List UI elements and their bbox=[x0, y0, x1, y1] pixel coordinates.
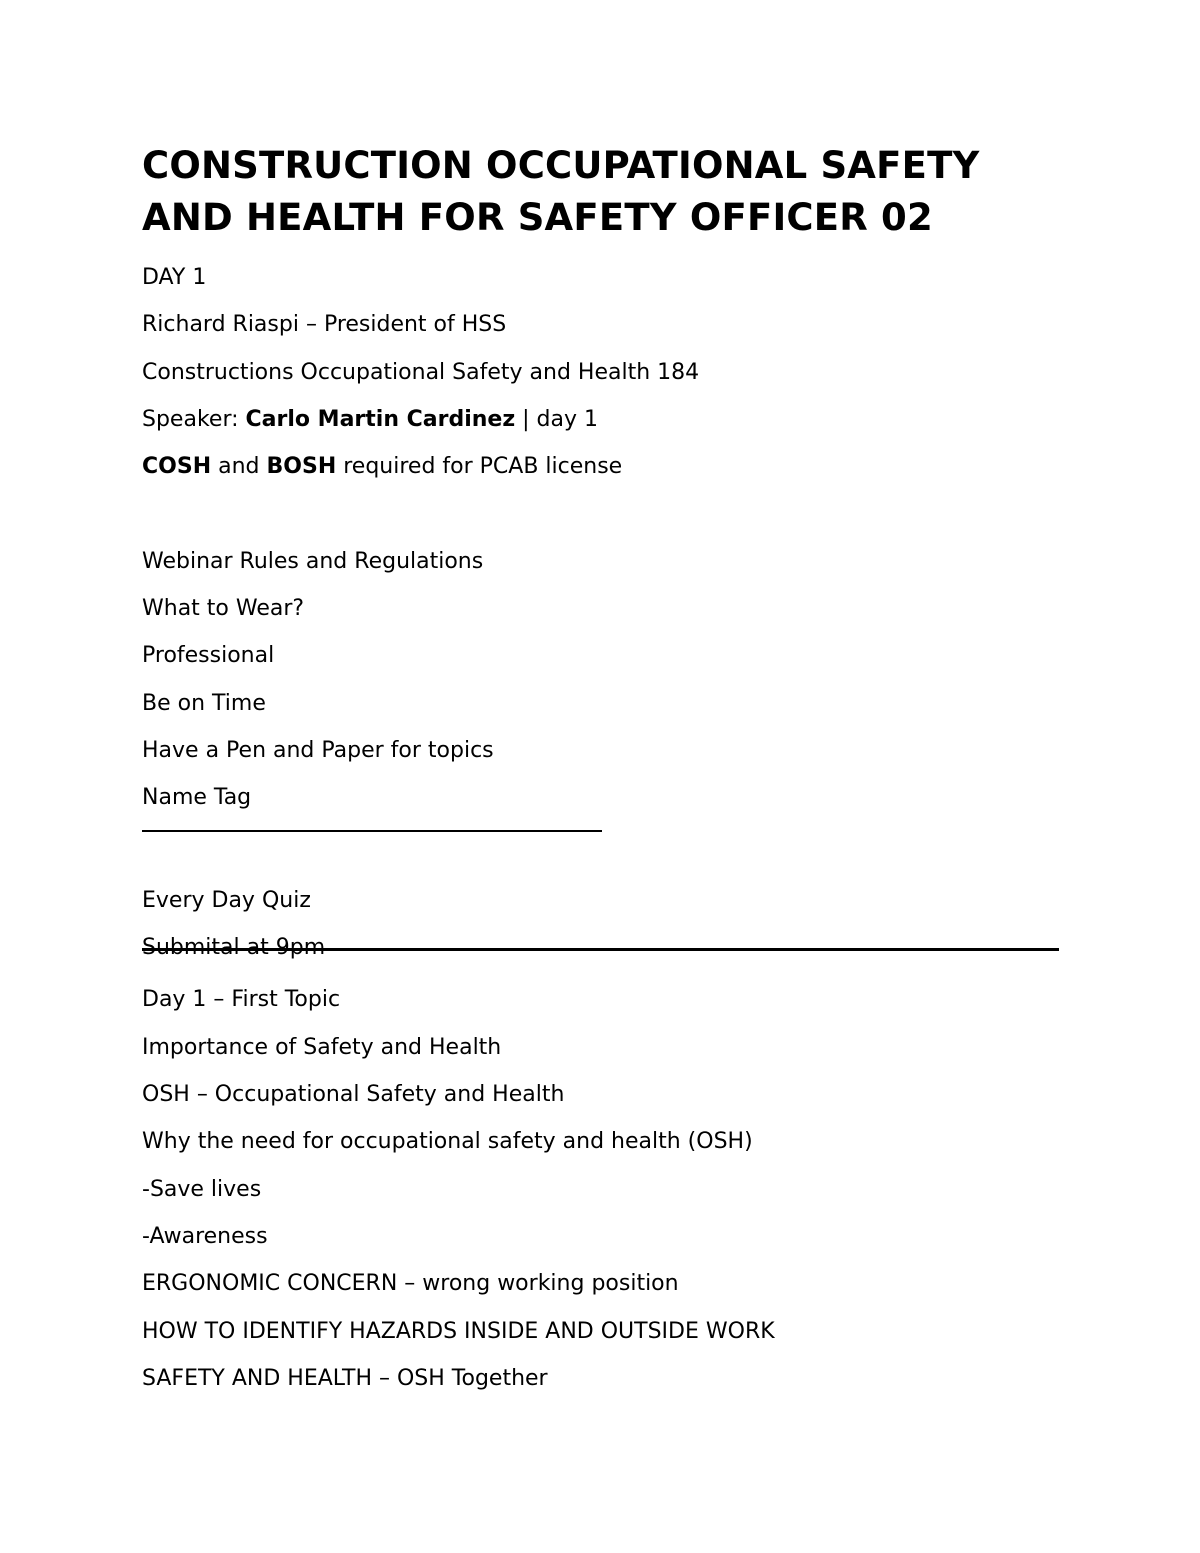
rules-heading: Webinar Rules and Regulations bbox=[142, 548, 484, 574]
topic-item: Why the need for occupational safety and health (OSH) bbox=[142, 1129, 753, 1155]
rule-item: Have a Pen and Paper for topics bbox=[142, 737, 494, 763]
topic-item: Importance of Safety and Health bbox=[142, 1034, 502, 1060]
short-divider-wrap bbox=[142, 830, 1062, 877]
course-line: Constructions Occupational Safety and Health 184 bbox=[142, 359, 700, 385]
speaker-suffix: | day 1 bbox=[515, 406, 599, 432]
rule-item: Be on Time bbox=[142, 690, 266, 716]
speaker-prefix: Speaker: bbox=[142, 406, 246, 432]
rule-item: Name Tag bbox=[142, 785, 252, 811]
rule-item: What to Wear? bbox=[142, 596, 305, 622]
topic-item: SAFETY AND HEALTH – OSH Together bbox=[142, 1365, 548, 1391]
and-word: and bbox=[211, 454, 267, 480]
blank-line bbox=[142, 490, 1062, 537]
day-label: DAY 1 bbox=[142, 265, 207, 290]
speaker-line bbox=[142, 396, 1062, 443]
license-line bbox=[142, 443, 1062, 490]
short-divider bbox=[142, 830, 602, 832]
document-title: CONSTRUCTION OCCUPATIONAL SAFETY AND HEALTH FOR SAFETY OFFICER 02 bbox=[142, 144, 980, 239]
speaker-name: Carlo Martin Cardinez bbox=[245, 406, 516, 432]
topic-item: -Awareness bbox=[142, 1223, 268, 1249]
document-body bbox=[142, 140, 1062, 1402]
president-line: Richard Riaspi – President of HSS bbox=[142, 312, 507, 338]
long-divider bbox=[142, 948, 1059, 951]
rule-item: Professional bbox=[142, 643, 275, 669]
topic-item: HOW TO IDENTIFY HAZARDS INSIDE AND OUTSIDE WORK bbox=[142, 1318, 775, 1344]
topic-item: ERGONOMIC CONCERN – wrong working position bbox=[142, 1271, 679, 1297]
topic-item: OSH – Occupational Safety and Health bbox=[142, 1082, 565, 1108]
quiz-line: Every Day Quiz bbox=[142, 887, 311, 913]
cosh-label: COSH bbox=[142, 454, 212, 480]
license-text: required for PCAB license bbox=[336, 454, 623, 480]
topic-heading: Day 1 – First Topic bbox=[142, 987, 341, 1013]
topic-item: -Save lives bbox=[142, 1176, 262, 1202]
bosh-label: BOSH bbox=[266, 454, 337, 480]
